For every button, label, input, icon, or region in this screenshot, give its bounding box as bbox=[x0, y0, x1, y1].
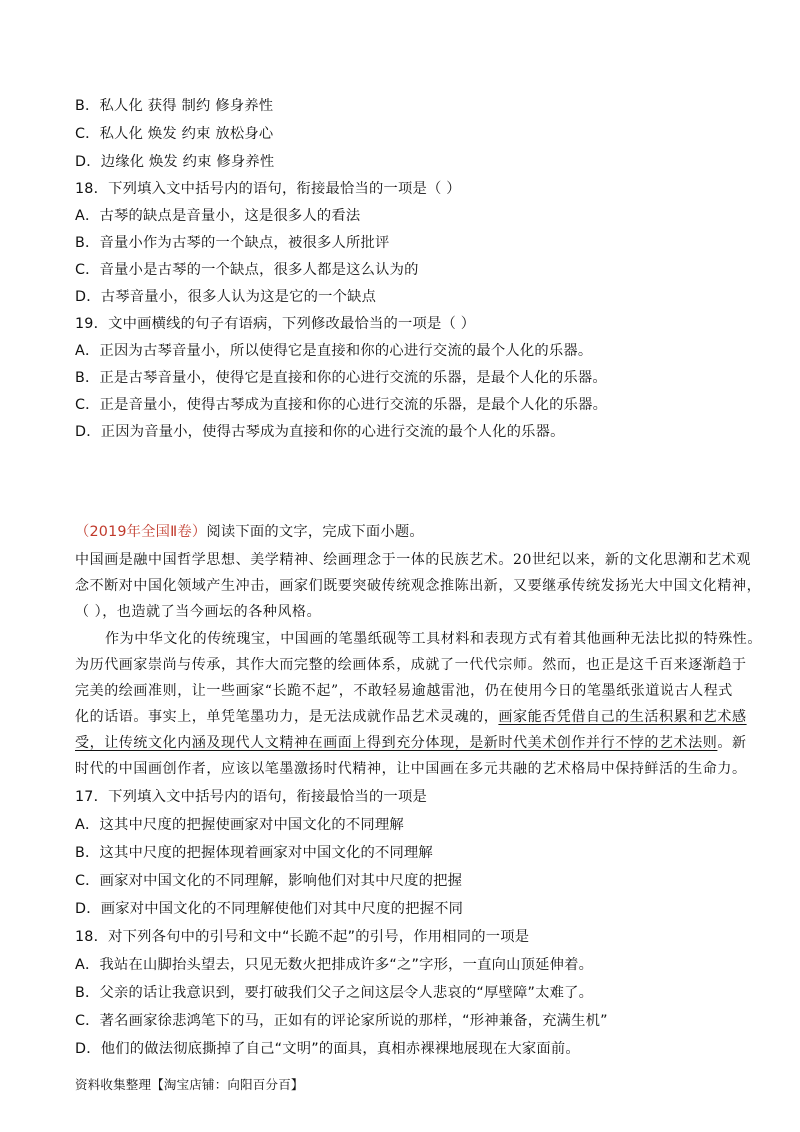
question-18b-stem: 18．对下列各句中的引号和文中“长跪不起”的引号，作用相同的一项是 bbox=[75, 929, 530, 945]
question-17-option-d: D．画家对中国文化的不同理解使他们对其中尺度的把握不同 bbox=[75, 901, 464, 917]
question-18b-option-a: A．我站在山脚抬头望去，只见无数火把排成许多“之”字形，一直向山顶延伸着。 bbox=[75, 957, 594, 973]
underlined-sentence: 画家能否凭借自己的生活积累和艺术感 bbox=[498, 709, 747, 725]
section-instruction: 阅读下面的文字，完成下面小题。 bbox=[206, 524, 424, 540]
passage-line: （ ），也造就了当今画坛的各种风格。 bbox=[75, 604, 322, 620]
option-d: D．边缘化 焕发 约束 修身养性 bbox=[75, 154, 275, 170]
question-18-option-d: D．古琴音量小，很多人认为这是它的一个缺点 bbox=[75, 289, 377, 305]
option-b: B．私人化 获得 制约 修身养性 bbox=[75, 98, 274, 114]
option-c: C．私人化 焕发 约束 放松身心 bbox=[75, 126, 274, 142]
passage-line: 完美的绘画准则，让一些画家“长跪不起”，不敢轻易逾越雷池，仍在使用今日的笔墨纸张道说古人程式 bbox=[75, 683, 733, 699]
passage-line: 为历代画家崇尚与传承，其作大而完整的绘画体系，成就了一代代宗师。然而，也正是这千百来逐渐趋于 bbox=[75, 657, 747, 673]
passage-line: 中国画是融中国哲学思想、美学精神、绘画理念于一体的民族艺术。20世纪以来，新的文化思潮和艺术观 bbox=[75, 552, 752, 568]
question-18-option-a: A．古琴的缺点是音量小，这是很多人的看法 bbox=[75, 208, 361, 224]
question-18b-option-d: D．他们的做法彻底撕掉了自己“文明”的面具，真相赤裸裸地展现在大家面前。 bbox=[75, 1041, 580, 1057]
passage-line: 作为中华文化的传统瑰宝，中国画的笔墨纸砚等工具材料和表现方式有着其他画种无法比拟的特殊性。 bbox=[105, 631, 762, 647]
question-18-option-c: C．音量小是古琴的一个缺点，很多人都是这么认为的 bbox=[75, 262, 419, 278]
question-17-stem: 17．下列填入文中括号内的语句，衔接最恰当的一项是 bbox=[75, 789, 428, 805]
question-17-option-c: C．画家对中国文化的不同理解，影响他们对其中尺度的把握 bbox=[75, 873, 463, 889]
question-19-option-c: C．正是音量小，使得古琴成为直接和你的心进行交流的乐器，是最个人化的乐器。 bbox=[75, 397, 608, 413]
passage-text: 化的话语。事实上，单凭笔墨功力，是无法成就作品艺术灵魂的， bbox=[75, 709, 499, 725]
question-17-option-b: B．这其中尺度的把握体现着画家对中国文化的不同理解 bbox=[75, 845, 433, 861]
underlined-sentence: 受，让传统文化内涵及现代人文精神在画面上得到充分体现，是新时代美术创作并行不悖的艺术法则 bbox=[75, 735, 718, 751]
passage-line bbox=[75, 733, 752, 753]
question-19-option-b: B．正是古琴音量小，使得它是直接和你的心进行交流的乐器，是最个人化的乐器。 bbox=[75, 370, 607, 386]
page-footer: 资料收集整理【淘宝店铺：向阳百分百】 bbox=[75, 1077, 304, 1092]
exam-source: （2019年全国Ⅱ卷） bbox=[75, 524, 207, 540]
passage-line bbox=[75, 707, 752, 727]
question-18b-option-c: C．著名画家徐悲鸿笔下的马，正如有的评论家所说的那样，“形神兼备，充满生机” bbox=[75, 1013, 608, 1029]
passage-text: 。新 bbox=[717, 735, 747, 751]
question-18b-option-b: B．父亲的话让我意识到，要打破我们父子之间这层令人悲哀的“厚壁障”太难了。 bbox=[75, 985, 594, 1001]
question-19-option-a: A．正因为古琴音量小，所以使得它是直接和你的心进行交流的最个人化的乐器。 bbox=[75, 343, 593, 359]
passage-line: 时代的中国画创作者，应该以笔墨激扬时代精神，让中国画在多元共融的艺术格局中保持鲜活的生命力。 bbox=[75, 761, 747, 777]
question-18-option-b: B．音量小作为古琴的一个缺点，被很多人所批评 bbox=[75, 235, 390, 251]
question-17-option-a: A．这其中尺度的把握使画家对中国文化的不同理解 bbox=[75, 817, 404, 833]
question-18-stem: 18．下列填入文中括号内的语句，衔接最恰当的一项是（ ） bbox=[75, 181, 461, 197]
question-19-option-d: D．正因为音量小，使得古琴成为直接和你的心进行交流的最个人化的乐器。 bbox=[75, 424, 565, 440]
section-header bbox=[75, 522, 752, 542]
passage-line: 念不断对中国化领域产生冲击，画家们既要突破传统观念推陈出新，又要继承传统发扬光大中国文化精神， bbox=[75, 578, 762, 594]
question-19-stem: 19．文中画横线的句子有语病，下列修改最恰当的一项是（ ） bbox=[75, 316, 476, 332]
